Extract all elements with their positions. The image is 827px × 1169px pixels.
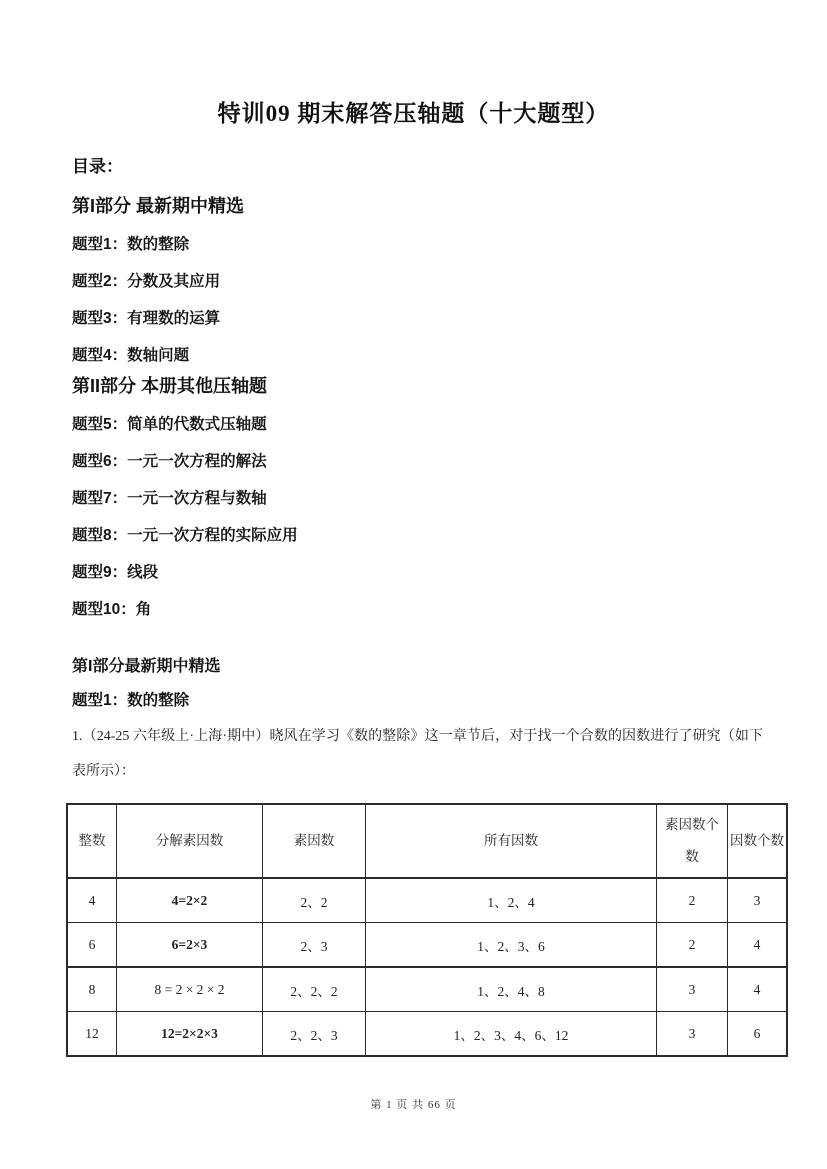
table-row bbox=[67, 1012, 787, 1057]
cell-integer: 6 bbox=[67, 923, 117, 968]
toc-item-8: 题型8：一元一次方程的实际应用 bbox=[72, 527, 298, 544]
cell-integer: 12 bbox=[67, 1012, 117, 1057]
header-cell-factorization: 分解素因数 bbox=[117, 804, 263, 878]
cell-integer: 4 bbox=[67, 878, 117, 923]
cell-prime-factor-count: 3 bbox=[657, 1012, 728, 1057]
cell-prime-factor-count: 3 bbox=[657, 967, 728, 1012]
cell-factorization: 6=2×3 bbox=[117, 923, 263, 968]
table-row bbox=[67, 967, 787, 1012]
cell-factor-count: 4 bbox=[728, 923, 788, 968]
header-cell-all-factors: 所有因数 bbox=[366, 804, 657, 878]
cell-factor-count: 4 bbox=[728, 967, 788, 1012]
table-row bbox=[67, 878, 787, 923]
cell-prime-factors: 2、2 bbox=[263, 878, 366, 923]
table-header-row bbox=[67, 804, 787, 878]
cell-prime-factors: 2、2、2 bbox=[263, 967, 366, 1012]
cell-all-factors: 1、2、4 bbox=[366, 878, 657, 923]
cell-factor-count: 6 bbox=[728, 1012, 788, 1057]
table-of-contents bbox=[72, 156, 763, 620]
toc-heading: 目录： bbox=[72, 157, 123, 176]
header-cell-integer: 整数 bbox=[67, 804, 117, 878]
toc-part1-title: 第I部分 最新期中精选 bbox=[72, 196, 245, 216]
header-cell-prime-factors: 素因数 bbox=[263, 804, 366, 878]
toc-item-9: 题型9：线段 bbox=[72, 564, 159, 581]
cell-factor-count: 3 bbox=[728, 878, 788, 923]
table-row bbox=[67, 923, 787, 968]
cell-factorization: 4=2×2 bbox=[117, 878, 263, 923]
cell-all-factors: 1、2、4、8 bbox=[366, 967, 657, 1012]
toc-item-1: 题型1：数的整除 bbox=[72, 236, 190, 253]
header-cell-factor-count: 因数个数 bbox=[728, 804, 788, 878]
header-cell-prime-factor-count: 素因数个数 bbox=[657, 804, 728, 878]
factors-table bbox=[66, 803, 788, 1057]
cell-prime-factor-count: 2 bbox=[657, 878, 728, 923]
toc-item-2: 题型2：分数及其应用 bbox=[72, 273, 221, 290]
subsection-heading: 题型1：数的整除 bbox=[72, 692, 190, 709]
page-title: 特训09 期末解答压轴题（十大题型） bbox=[217, 101, 610, 126]
toc-item-10: 题型10：角 bbox=[72, 601, 152, 618]
toc-part2-title: 第II部分 本册其他压轴题 bbox=[72, 376, 268, 396]
cell-all-factors: 1、2、3、6 bbox=[366, 923, 657, 968]
cell-all-factors: 1、2、3、4、6、12 bbox=[366, 1012, 657, 1057]
page-footer: 第 1 页 共 66 页 bbox=[370, 1099, 457, 1111]
cell-prime-factor-count: 2 bbox=[657, 923, 728, 968]
cell-factorization: 12=2×2×3 bbox=[117, 1012, 263, 1057]
cell-factorization: 8 = 2 × 2 × 2 bbox=[117, 967, 263, 1012]
cell-prime-factors: 2、3 bbox=[263, 923, 366, 968]
question-text: 1.（24-25 六年级上·上海·期中）晓风在学习《数的整除》这一章节后，对于找一个合数的因数进行了研究（如下表所示）： bbox=[72, 729, 763, 779]
toc-item-3: 题型3：有理数的运算 bbox=[72, 310, 221, 327]
cell-integer: 8 bbox=[67, 967, 117, 1012]
cell-prime-factors: 2、2、3 bbox=[263, 1012, 366, 1057]
toc-item-6: 题型6：一元一次方程的解法 bbox=[72, 453, 267, 470]
section-heading: 第I部分最新期中精选 bbox=[72, 658, 221, 675]
toc-item-5: 题型5：简单的代数式压轴题 bbox=[72, 416, 267, 433]
toc-item-7: 题型7：一元一次方程与数轴 bbox=[72, 490, 267, 507]
toc-item-4: 题型4：数轴问题 bbox=[72, 347, 190, 364]
page-content bbox=[0, 156, 827, 1057]
